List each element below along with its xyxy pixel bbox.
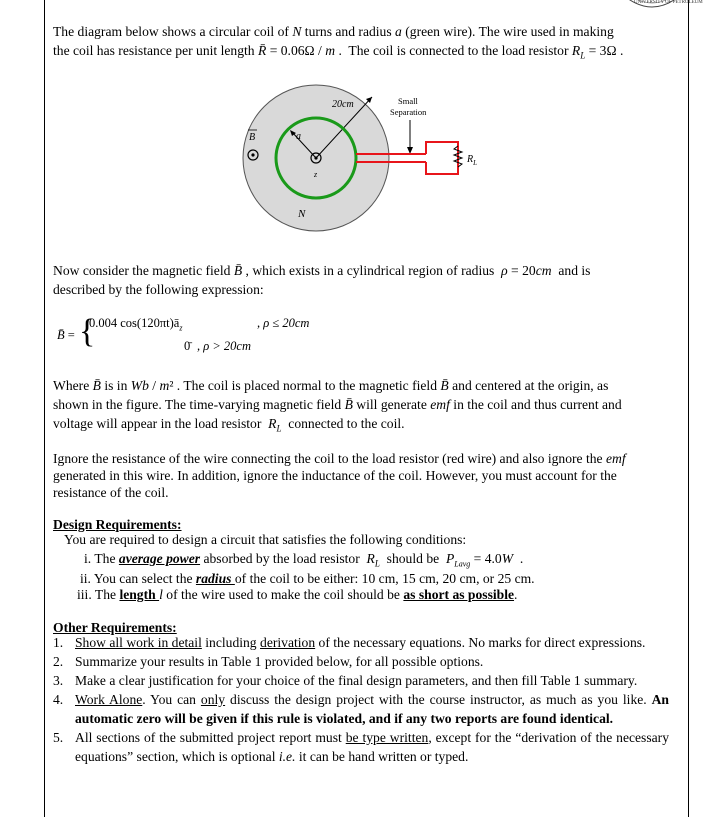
explanation-line-3: voltage will appear in the load resistor $R_L$ connected to the coil. xyxy=(53,416,405,434)
label-RL: $R_L$ xyxy=(467,154,478,167)
other-item-3: Make a clear justification for your choice of the final design parameters, and then fill Table 1 summary. xyxy=(75,673,638,688)
ignore-line-2: generated in this wire. In addition, ignore the inductance of the coil. However, you must account for the xyxy=(53,468,617,483)
other-item-5-num: 5. xyxy=(53,730,64,745)
field-intro-line-2: described by the following expression: xyxy=(53,282,264,297)
field-equation: B̄ = { 0.004 $\cos(120\pi t)ā_z$ , ρ ≤ 20cm 0̄ , ρ > 20cm xyxy=(57,313,310,353)
label-a: a xyxy=(296,131,301,142)
other-item-2-num: 2. xyxy=(53,654,64,669)
field-intro-line-1: Now consider the magnetic field B̄ , which exists in a cylindrical region of radius ρ = 20cm and is xyxy=(53,263,591,278)
university-seal-logo xyxy=(620,0,703,16)
case-2-condition: , ρ > 20cm xyxy=(197,339,252,353)
label-separation: Separation xyxy=(390,107,427,117)
design-item-1: i. The average power absorbed by the load resistor $R_L$ should be $P_{Lavg} = 4.0W$ . xyxy=(84,551,524,569)
design-heading: Design Requirements: xyxy=(53,517,182,532)
other-heading: Other Requirements: xyxy=(53,620,177,635)
ignore-line-3: resistance of the coil. xyxy=(53,485,169,500)
design-intro: You are required to design a circuit that satisfies the following conditions: xyxy=(64,532,467,547)
other-item-2: Summarize your results in Table 1 provided below, for all possible options. xyxy=(75,654,484,669)
explanation-line-2: shown in the figure. The time-varying magnetic field B̄ will generate emf in the coil and thus current and xyxy=(53,397,622,412)
case-2-expression: 0̄ xyxy=(184,339,191,353)
other-item-3-num: 3. xyxy=(53,673,64,688)
svg-text:UNIVERSITY OF PETROLEUM: UNIVERSITY OF PETROLEUM xyxy=(634,0,703,5)
other-item-5: All sections of the submitted project report must be type written, except for the “derivation of the necessary equations” section, which is optional i.e. it can be hand written or typed. xyxy=(75,730,669,764)
other-item-1-num: 1. xyxy=(53,635,64,650)
design-item-3: iii. The length l of the wire used to make the coil should be as short as possible. xyxy=(77,587,518,602)
explanation-line-1: Where B̄ is in Wb / m² . The coil is placed normal to the magnetic field B̄ and centered at the origin, as xyxy=(53,378,609,393)
coil-diagram xyxy=(220,82,510,232)
label-z: z xyxy=(314,170,318,179)
red-wire-loop xyxy=(426,142,458,174)
other-item-4-num: 4. xyxy=(53,692,64,707)
other-item-1: Show all work in detail including derivation of the necessary equations. No marks for direct expressions. xyxy=(75,635,646,650)
case-1-expression: 0.004 $\cos(120\pi t)ā_z$ xyxy=(89,316,183,333)
case-1-condition: , ρ ≤ 20cm xyxy=(257,316,310,330)
intro-line-1: The diagram below shows a circular coil of N turns and radius a (green wire). The wire used in making xyxy=(53,24,614,39)
label-small: Small xyxy=(398,96,418,106)
label-N: N xyxy=(298,208,306,220)
ignore-line-1: Ignore the resistance of the wire connecting the coil to the load resistor (red wire) and also ignore the emf xyxy=(53,451,626,466)
design-item-2: ii. You can select the radius of the coil to be either: 10 cm, 15 cm, 20 cm, or 25 cm. xyxy=(80,571,535,586)
label-20cm: 20cm xyxy=(332,99,354,110)
label-B: B xyxy=(249,132,256,143)
other-item-4: Work Alone. You can only discuss the design project with the course instructor, as much as you like. An automatic zero will be given if this rule is violated, and if any two reports are found identical. xyxy=(75,692,669,726)
intro-line-2: the coil has resistance per unit length R̄ = 0.06Ω / m . The coil is connected to the load resistor $R_L = 3\Omega$ . xyxy=(53,43,624,61)
